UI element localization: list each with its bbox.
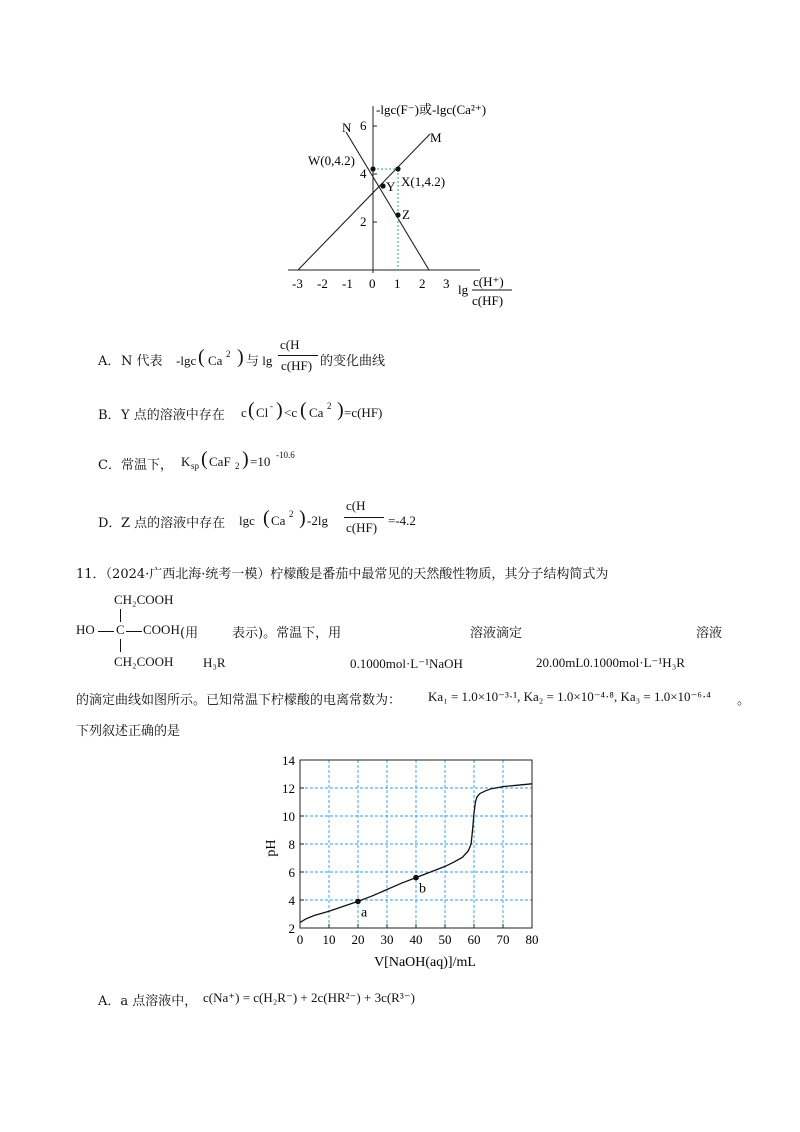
- x-tick-label: -1: [342, 276, 353, 291]
- math-minus-2lg: -2lg: [307, 513, 328, 528]
- line-n-label: N: [342, 120, 352, 135]
- struct-center: C: [116, 622, 125, 637]
- y-tick-label: 12: [282, 781, 295, 796]
- y-tick-label: 4: [288, 893, 295, 908]
- math-ca: Ca: [208, 353, 223, 368]
- option-label: B．: [98, 408, 121, 423]
- q11-line2: [76, 689, 401, 708]
- math-sup: 2: [327, 401, 332, 411]
- math-paren: (: [198, 346, 205, 368]
- struct-top: CH₂COOH: [114, 592, 174, 607]
- charge-balance-equation: c(Na⁺) = c(H₂R⁻) + 2c(HR²⁻) + 3c(R³⁻): [203, 990, 415, 1005]
- math-sup: 2: [226, 349, 231, 359]
- math-k: K: [181, 454, 191, 469]
- line-m-label: M: [430, 130, 442, 145]
- fraction-bar: [278, 355, 318, 356]
- y-tick-label: 4: [360, 166, 367, 181]
- question-text: 的滴定曲线如图所示。已知常温下柠檬酸的电离常数为：: [76, 693, 402, 708]
- question-text: 柠檬酸是番茄中最常见的天然酸性物质，其分子结构简式为: [270, 567, 609, 582]
- point-a-label: a: [361, 905, 368, 921]
- point-w-label: W(0,4.2): [308, 153, 355, 168]
- math-caf: CaF: [209, 454, 231, 469]
- math-paren: (: [263, 507, 270, 529]
- x-tick-label: -3: [292, 276, 303, 291]
- point-y-label: Y: [386, 179, 396, 194]
- y-tick-label: 2: [288, 921, 295, 936]
- fraction-bar: [344, 517, 384, 518]
- y-tick-label: 14: [282, 753, 295, 768]
- x-tick-label: 0: [369, 276, 376, 291]
- x-tick-label: 0: [296, 932, 304, 947]
- x-tick-label: 20: [351, 932, 365, 947]
- math-paren: ): [337, 399, 344, 421]
- option-text: Y 点的溶液中存在: [121, 408, 225, 423]
- fraction-num: c(H: [346, 498, 366, 513]
- x-axis-label-prefix: lg: [458, 282, 469, 297]
- point-y: [380, 183, 385, 188]
- math-paren: (: [248, 399, 255, 421]
- titration-chart: [245, 748, 545, 970]
- question-number: 11．: [76, 567, 106, 582]
- question-text: 下列叙述正确的是: [76, 724, 181, 739]
- struct-bottom: CH₂COOH: [114, 654, 174, 669]
- math-cl: Cl: [256, 405, 269, 420]
- point-z: [395, 212, 400, 217]
- math-paren: ): [299, 507, 306, 529]
- math-paren: ): [242, 448, 249, 470]
- period: 。: [737, 693, 751, 708]
- x-tick-label: 70: [496, 932, 510, 947]
- math-eq-value: =-4.2: [388, 513, 416, 528]
- x-axis-label: V[NaOH(aq)]/mL: [374, 955, 476, 970]
- q11-line3: [76, 720, 180, 739]
- point-x: [395, 166, 400, 171]
- point-a: [355, 899, 361, 905]
- math-paren: (: [300, 399, 307, 421]
- x-tick-label: 2: [419, 276, 426, 291]
- sample-description: 20.00mL0.1000mol·L⁻¹H₃R: [536, 655, 685, 670]
- struct-bond-left: [98, 631, 114, 632]
- fraction-num: c(H: [280, 337, 300, 352]
- x-tick-label: -2: [317, 276, 328, 291]
- point-x-label: X(1,4.2): [401, 174, 446, 189]
- math-ca: Ca: [271, 513, 286, 528]
- struct-bond-up: [120, 609, 121, 622]
- fraction-den: c(HF): [346, 520, 378, 535]
- struct-bond-down: [120, 639, 121, 652]
- option-label: C．: [98, 458, 121, 473]
- fraction-den: c(HF): [281, 358, 313, 373]
- x-tick-label: 60: [467, 932, 481, 947]
- ka-values: Ka₁ = 1.0×10⁻³·¹, Ka₂ = 1.0×10⁻⁴·⁸, Ka₃ = 1.0×10⁻⁶·⁴: [428, 689, 711, 704]
- point-z-label: Z: [402, 207, 410, 222]
- option-text: N 代表: [121, 354, 163, 369]
- point-w: [370, 166, 375, 171]
- question-source: （2024·广西北海·统考一模）: [105, 567, 271, 582]
- x-axis-label-num: c(H⁺): [473, 274, 504, 289]
- y-axis-label: -lgc(F⁻)或-lgc(Ca²⁺): [376, 102, 487, 117]
- math-sup: -: [270, 401, 273, 411]
- y-tick-label: 10: [282, 809, 295, 824]
- option-text: a 点溶液中，: [120, 994, 198, 1009]
- citric-acid-structure: [76, 592, 199, 672]
- math-sup: -10.6: [276, 450, 295, 460]
- x-tick-label: 10: [322, 932, 336, 947]
- x-tick-label: 1: [394, 276, 401, 291]
- option-label: A．: [98, 354, 121, 369]
- math-sup: 2: [289, 509, 294, 519]
- math-lgc: lgc: [239, 513, 255, 528]
- option-text: Z 点的溶液中存在: [121, 516, 226, 531]
- x-axis-label-den: c(HF): [472, 293, 504, 308]
- x-tick-label: 40: [409, 932, 423, 947]
- option-text: 的变化曲线: [320, 354, 386, 369]
- math-yu-lg: 与 lg: [246, 353, 273, 368]
- math-sub: 2: [235, 461, 240, 471]
- q11-option-a: [98, 990, 197, 1009]
- naoh-concentration: 0.1000mol·L⁻¹NaOH: [350, 656, 463, 671]
- x-tick-label: 3: [443, 276, 450, 291]
- figure-1: [280, 90, 550, 315]
- x-tick-label: 80: [525, 932, 539, 947]
- x-tick-label: 50: [438, 932, 452, 947]
- y-tick-label: 8: [288, 837, 295, 852]
- line-n: [346, 132, 429, 270]
- math-eq-hf: =c(HF): [344, 405, 383, 420]
- text-rongye: 溶液: [696, 626, 723, 641]
- h3r-formula: H₃R: [203, 655, 226, 670]
- math-lgc: -lgc: [176, 353, 197, 368]
- math-eq-10: =10: [250, 454, 271, 469]
- option-text: 常温下，: [121, 458, 174, 473]
- y-tick-label: 6: [360, 118, 367, 133]
- struct-left: HO: [76, 622, 95, 637]
- math-paren: ): [276, 399, 283, 421]
- math-sub: sp: [191, 461, 200, 471]
- y-axis-label: pH: [264, 839, 279, 857]
- y-tick-label: 2: [360, 214, 367, 229]
- struct-bond-right: [126, 631, 142, 632]
- text-biaoshi: 表示)。常温下，用: [232, 626, 342, 641]
- struct-right: COOH: [143, 622, 180, 637]
- y-tick-label: 6: [288, 865, 295, 880]
- math-paren: (: [201, 448, 208, 470]
- option-label: D．: [98, 516, 122, 531]
- text-rongye-diding: 溶液滴定: [470, 626, 523, 641]
- math-ca: Ca: [309, 405, 324, 420]
- math-lt-c: <c: [284, 405, 298, 420]
- point-b-label: b: [419, 881, 426, 897]
- point-b: [413, 875, 419, 881]
- x-tick-label: 30: [380, 932, 394, 947]
- q11-header: [76, 563, 608, 582]
- math-paren: ): [237, 346, 244, 368]
- text-yong: (用: [180, 626, 199, 641]
- math-c: c: [241, 405, 247, 420]
- option-label: A．: [98, 994, 121, 1009]
